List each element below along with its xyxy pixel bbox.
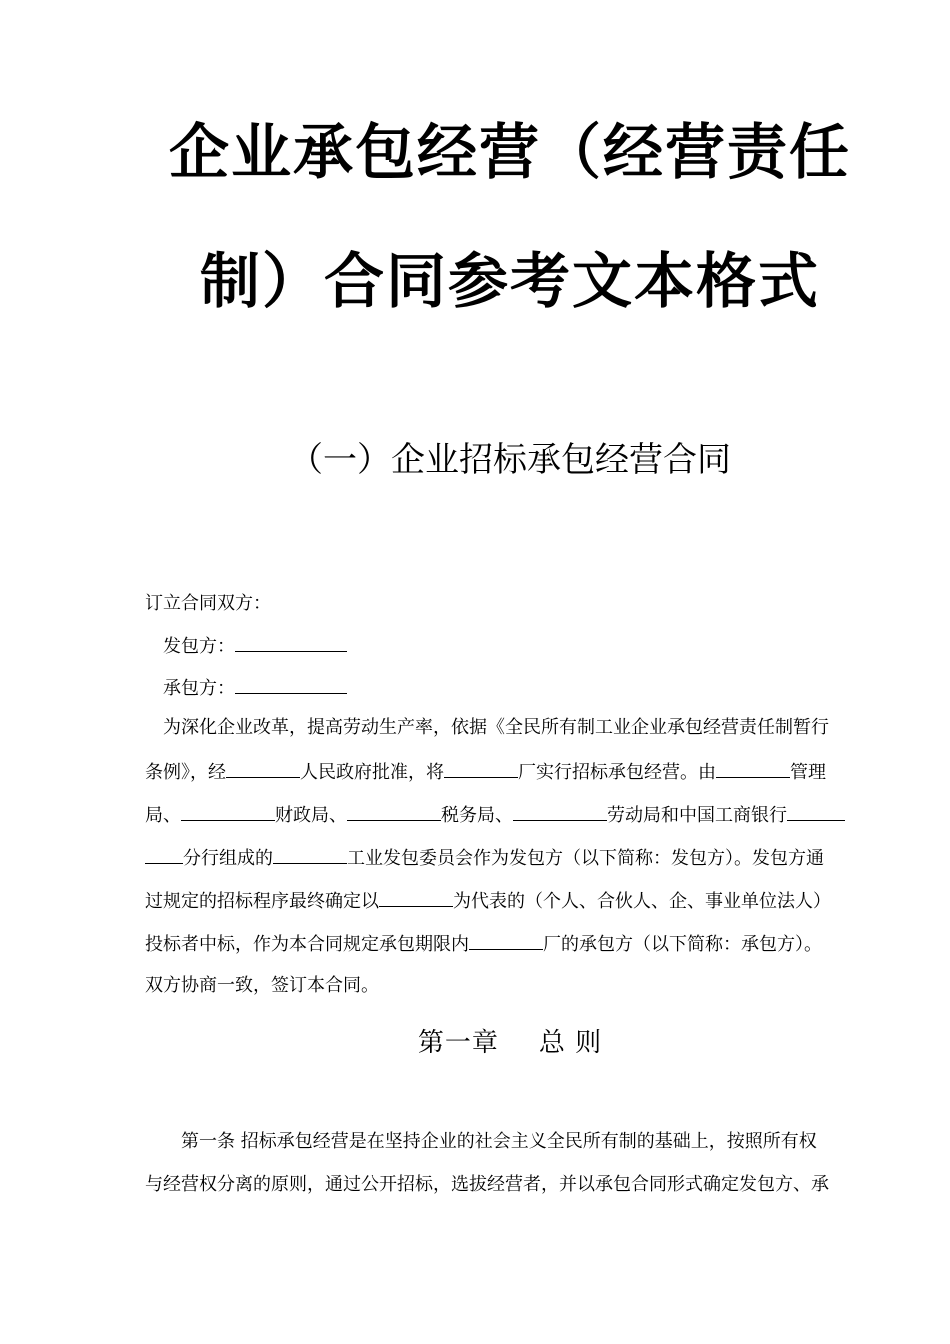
chapter-number: 第一章: [417, 1028, 499, 1058]
preamble-line-5: [145, 888, 831, 914]
tax-blank[interactable]: [347, 802, 441, 821]
bureau-blank[interactable]: [716, 759, 790, 778]
preamble-line-3: [145, 802, 845, 828]
party-a-line: [163, 633, 347, 659]
preamble-text: 为代表的（个人、合伙人、企、事业单位法人）: [453, 891, 831, 912]
preamble-line-4: [145, 845, 824, 871]
govt-blank[interactable]: [226, 759, 300, 778]
preamble-text: 分行组成的: [183, 848, 273, 869]
document-title-line-2: 制）合同参考文本格式: [200, 247, 820, 317]
party-a-label: 发包方：: [163, 636, 235, 657]
preamble-text: 条例》，经: [145, 762, 226, 783]
party-b-label: 承包方：: [163, 678, 235, 699]
article-1-line-1: 第一条 招标承包经营是在坚持企业的社会主义全民所有制的基础上，按照所有权: [181, 1131, 817, 1152]
preamble-text: 厂实行招标承包经营。由: [518, 762, 716, 783]
section-subtitle: （一）企业招标承包经营合同: [289, 440, 731, 480]
preamble-line-2: [145, 759, 826, 785]
chapter-name: 总 则: [538, 1028, 603, 1058]
committee-blank[interactable]: [273, 845, 347, 864]
article-1-line-2: 与经营权分离的原则，通过公开招标，选拔经营者，并以承包合同形式确定发包方、承: [145, 1174, 829, 1195]
preamble-text: 投标者中标，作为本合同规定承包期限内: [145, 934, 469, 955]
bank-blank-a[interactable]: [787, 802, 845, 821]
representative-blank[interactable]: [379, 888, 453, 907]
preamble-text: 过规定的招标程序最终确定以: [145, 891, 379, 912]
preamble-line-1: 为深化企业改革，提高劳动生产率，依据《全民所有制工业企业承包经营责任制暂行: [163, 717, 829, 738]
factory-blank[interactable]: [444, 759, 518, 778]
preamble-text: 人民政府批准，将: [300, 762, 444, 783]
party-a-blank[interactable]: [235, 633, 347, 652]
labor-blank[interactable]: [513, 802, 607, 821]
preamble-text: 劳动局和中国工商银行: [607, 805, 787, 826]
preamble-line-7: 双方协商一致，签订本合同。: [145, 975, 379, 996]
contract-factory-blank[interactable]: [469, 931, 543, 950]
party-b-blank[interactable]: [235, 675, 347, 694]
finance-blank[interactable]: [181, 802, 275, 821]
preamble-text: 税务局、: [441, 805, 513, 826]
chapter-heading: [0, 1025, 950, 1061]
bank-blank-b[interactable]: [145, 845, 183, 864]
document-title-line-1: 企业承包经营（经营责任: [169, 118, 851, 188]
preamble-text: 工业发包委员会作为发包方（以下简称：发包方）。发包方通: [347, 848, 824, 869]
preamble-text: 厂的承包方（以下简称：承包方）。: [543, 934, 822, 955]
preamble-line-6: [145, 931, 822, 957]
preamble-text: 财政局、: [275, 805, 347, 826]
preamble-text: 局、: [145, 805, 181, 826]
party-b-line: [163, 675, 347, 701]
preamble-text: 管理: [790, 762, 826, 783]
parties-heading: 订立合同双方：: [145, 593, 271, 614]
